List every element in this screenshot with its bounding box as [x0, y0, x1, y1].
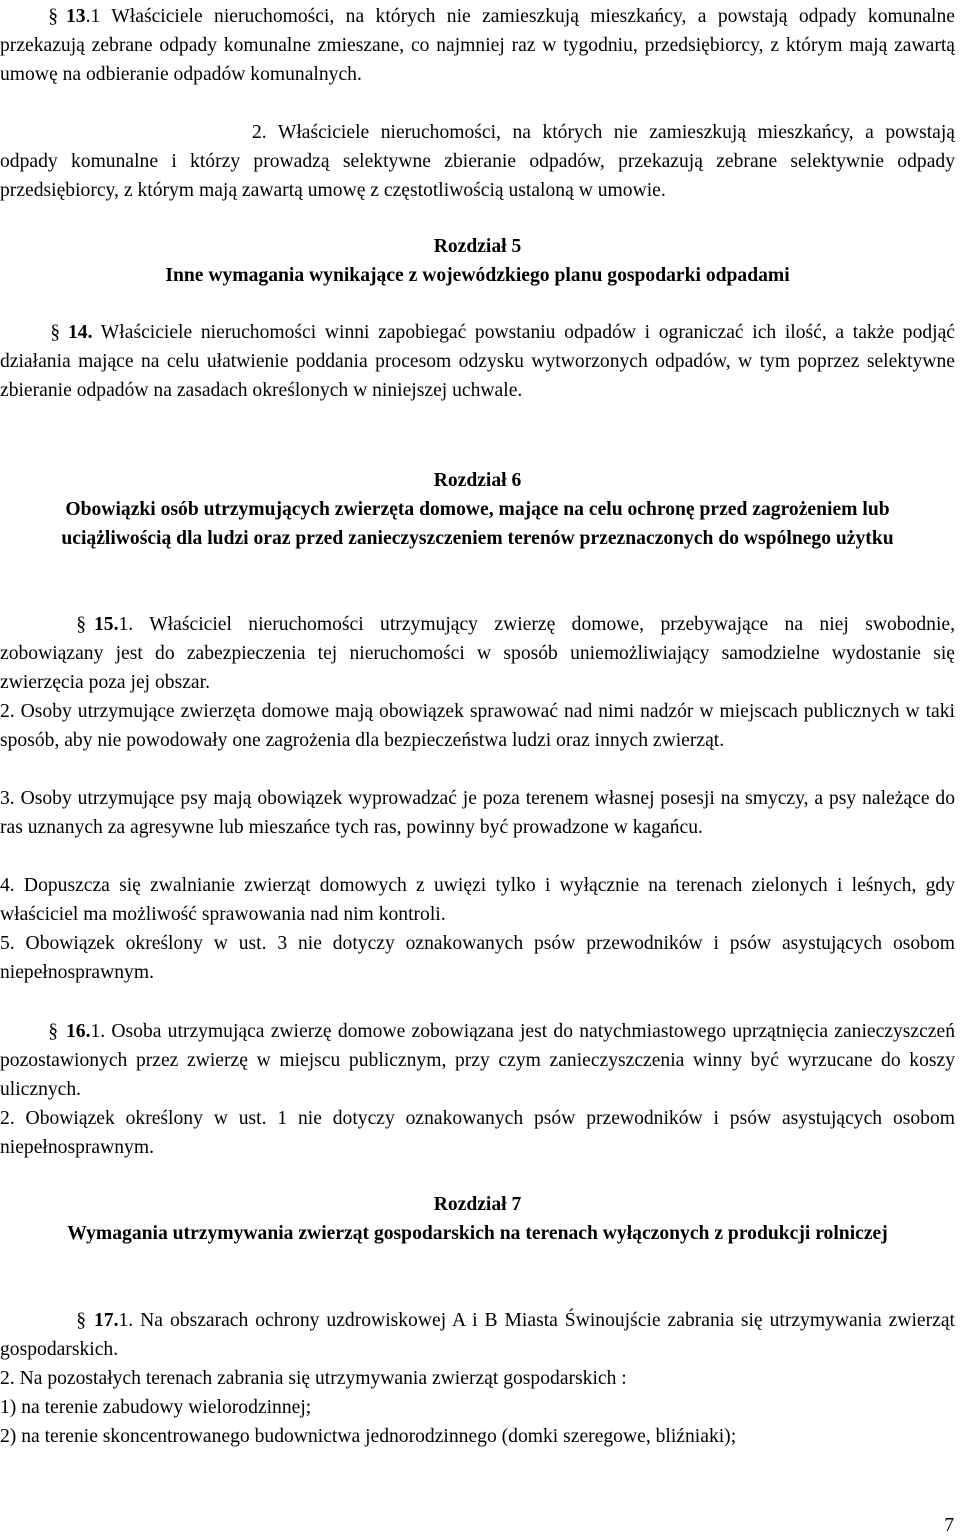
paragraph-15-3: [0, 784, 955, 842]
section-sign: §: [48, 1021, 58, 1042]
paragraph-number: 16.: [66, 1021, 91, 1042]
paragraph-15-5: [0, 929, 955, 987]
section-sign: §: [76, 1310, 86, 1331]
paragraph-text: 5. Obowiązek określony w ust. 3 nie dotyczy oznakowanych psów przewodników i psów asystujących osobom niepełnosprawnym.: [0, 933, 955, 983]
paragraph-number: 13: [66, 6, 86, 27]
paragraph-17-2: 2. Na pozostałych terenach zabrania się utrzymywania zwierząt gospodarskich :: [0, 1368, 627, 1389]
paragraph-15-2: [0, 697, 955, 755]
paragraph-text: 2. Obowiązek określony w ust. 1 nie dotyczy oznakowanych psów przewodników i psów asystujących osobom niepełnosprawnym.: [0, 1108, 955, 1158]
paragraph-text: 1. Właściciel nieruchomości utrzymujący zwierzę domowe, przebywające na niej swobodnie, zobowiązany jest do zabezpieczenia tej nieruchomości w sposób uniemożliwiający samodzielne wydostanie się zwierzęcia poza jej obszar.: [0, 614, 955, 693]
paragraph-number: 17.: [94, 1310, 119, 1331]
chapter-6-title: Rozdział 6: [433, 470, 522, 491]
chapter-5-title: Rozdział 5: [433, 236, 522, 257]
paragraph-15-1: [0, 610, 955, 697]
chapter-6-subtitle: Obowiązki osób utrzymujących zwierzęta domowe, mające na celu ochronę przed zagrożeniem lub uciążliwością dla ludzi oraz przed zanieczyszczeniem terenów przeznaczonych do wspólnego użytku: [61, 499, 894, 549]
paragraph-14: [0, 318, 955, 405]
list-item-17-2-2: 2) na terenie skoncentrowanego budownictwa jednorodzinnego (domki szeregowe, bliźniaki);: [0, 1426, 737, 1447]
chapter-7-subtitle: Wymagania utrzymywania zwierząt gospodarskich na terenach wyłączonych z produkcji rolniczej: [67, 1223, 888, 1244]
page-number: 7: [944, 1515, 954, 1536]
paragraph-text: 3. Osoby utrzymujące psy mają obowiązek wyprowadzać je poza terenem własnej posesji na smyczy, a psy należące do ras uznanych za agresywne lub mieszańce tych ras, powinny być prowadzone w kagańcu.: [0, 788, 955, 838]
paragraph-text: .1 Właściciele nieruchomości, na których nie zamieszkują mieszkańcy, a powstają odpady komunalne przekazują zebrane odpady komunalne zmieszane, co najmniej raz w tygodniu, przedsiębiorcy, z którym mają zawartą umowę na odbieranie odpadów komunalnych.: [0, 6, 955, 85]
paragraph-text: 2. Właściciele nieruchomości, na których nie zamieszkują mieszkańcy, a powstają odpady komunalne i którzy prowadzą selektywne zbieranie odpadów, przekazują zebrane selektywnie odpady przedsiębiorcy, z którym mają zawartą umowę z częstotliwością ustaloną w umowie.: [0, 122, 955, 201]
paragraph-text: 1. Osoba utrzymująca zwierzę domowe zobowiązana jest do natychmiastowego uprzątnięcia zanieczyszczeń pozostawionych przez zwierzę w miejscu publicznym, przy czym zanieczyszczenia winny być wyrzucane do koszy ulicznych.: [0, 1021, 955, 1100]
paragraph-text: 1. Na obszarach ochrony uzdrowiskowej A i B Miasta Świnoujście zabrania się utrzymywania zwierząt gospodarskich.: [0, 1310, 955, 1360]
paragraph-15-4: [0, 871, 955, 929]
paragraph-text: Właściciele nieruchomości winni zapobiegać powstaniu odpadów i ograniczać ich ilość, a także podjąć działania mające na celu ułatwienie poddania procesom odzysku wytworzonych odpadów, w tym poprzez selektywne zbieranie odpadów na zasadach określonych w niniejszej uchwale.: [0, 322, 955, 401]
paragraph-16-1: [0, 1017, 955, 1104]
paragraph-number: 14.: [68, 322, 93, 343]
section-sign: §: [48, 6, 58, 27]
chapter-5-subtitle: Inne wymagania wynikające z wojewódzkiego planu gospodarki odpadami: [165, 265, 790, 286]
section-sign: §: [76, 614, 86, 635]
paragraph-text: 4. Dopuszcza się zwalnianie zwierząt domowych z uwięzi tylko i wyłącznie na terenach zielonych i leśnych, gdy właściciel ma możliwość sprawowania nad nim kontroli.: [0, 875, 955, 925]
list-item-17-2-1: 1) na terenie zabudowy wielorodzinnej;: [0, 1397, 312, 1418]
paragraph-17-1: [0, 1306, 955, 1364]
paragraph-13-1: [0, 2, 955, 89]
paragraph-16-2: [0, 1104, 955, 1162]
paragraph-number: 15.: [94, 614, 119, 635]
paragraph-13-2: [0, 118, 955, 205]
paragraph-text: 2. Osoby utrzymujące zwierzęta domowe mają obowiązek sprawować nad nimi nadzór w miejscach publicznych w taki sposób, aby nie powodowały one zagrożenia dla bezpieczeństwa ludzi oraz innych zwierząt.: [0, 701, 955, 751]
section-sign: §: [50, 322, 60, 343]
chapter-7-title: Rozdział 7: [433, 1194, 522, 1215]
